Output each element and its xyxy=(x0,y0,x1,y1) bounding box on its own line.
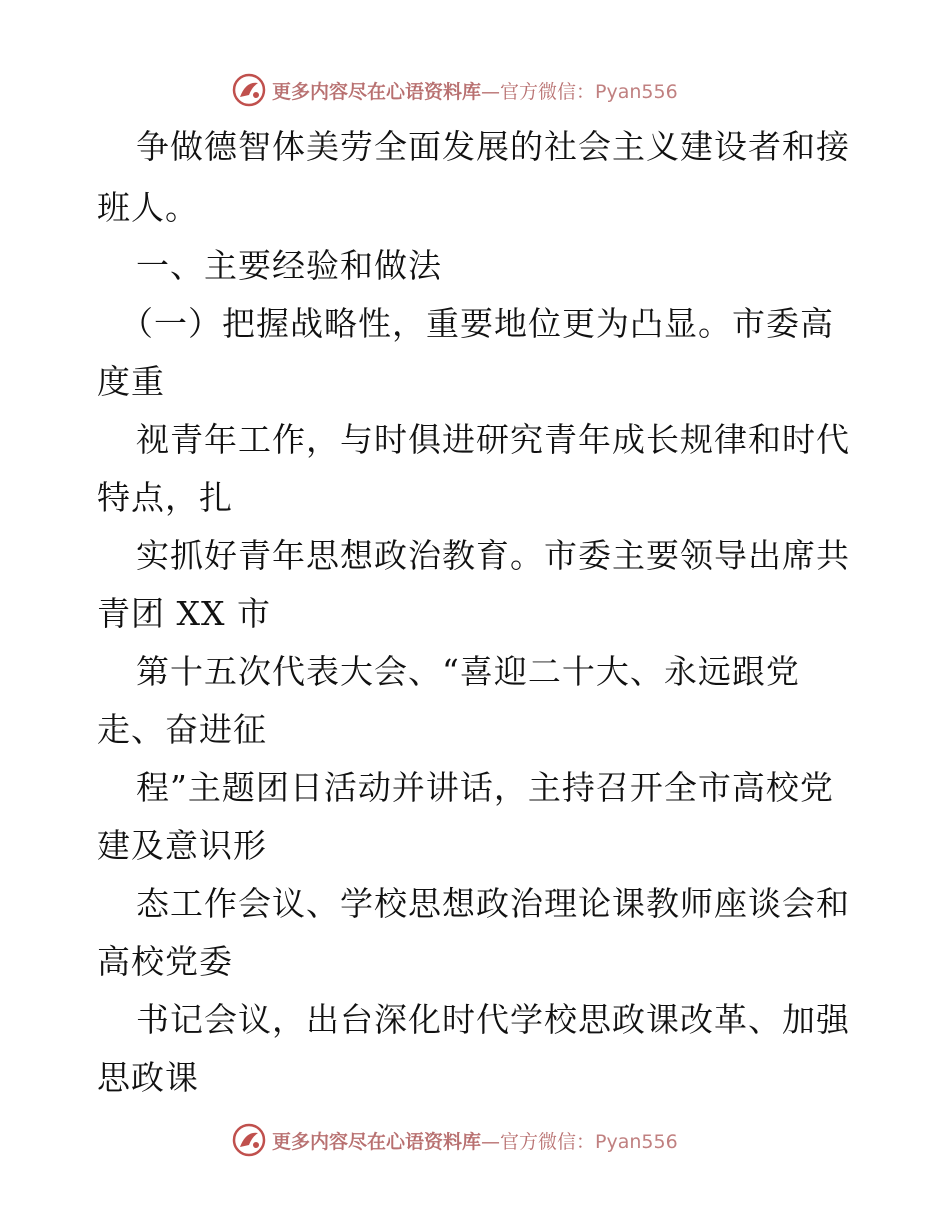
watermark-main-text: 更多内容尽在心语资料库 xyxy=(272,80,482,103)
subsection-heading: （一）把握战略性，重要地位更为凸显。市委高 xyxy=(120,304,834,343)
text-line: 度重 xyxy=(97,362,165,401)
watermark-wechat-id: Pyan556 xyxy=(595,80,678,103)
section-heading: 一、主要经验和做法 xyxy=(136,246,442,285)
watermark-main-text: 更多内容尽在心语资料库 xyxy=(272,1130,482,1153)
watermark-logo-icon xyxy=(232,1123,266,1157)
text-line: 态工作会议、学校思想政治理论课教师座谈会和 xyxy=(136,884,850,923)
text-line: 特点，扎 xyxy=(97,478,233,517)
text-line: 争做德智体美劳全面发展的社会主义建设者和接 xyxy=(136,127,850,166)
text-line: 视青年工作，与时俱进研究青年成长规律和时代 xyxy=(136,420,850,459)
text-line: 青团 XX 市 xyxy=(97,594,271,633)
text-line: 建及意识形 xyxy=(97,826,267,865)
watermark-suffix: 官方微信： xyxy=(500,1130,596,1153)
text-line: 思政课 xyxy=(97,1058,199,1097)
watermark-suffix: 官方微信： xyxy=(500,80,596,103)
text-line: 第十五次代表大会、“喜迎二十大、永远跟党 xyxy=(136,652,800,691)
watermark-text xyxy=(272,1127,678,1154)
text-line: 实抓好青年思想政治教育。市委主要领导出席共 xyxy=(136,536,850,575)
text-line: 书记会议，出台深化时代学校思政课改革、加强 xyxy=(136,1000,850,1039)
watermark-dash: — xyxy=(481,1130,501,1153)
watermark-dash: — xyxy=(481,80,501,103)
text-line: 程”主题团日活动并讲话，主持召开全市高校党 xyxy=(136,768,834,807)
text-line: 走、奋进征 xyxy=(97,710,267,749)
watermark-wechat-id: Pyan556 xyxy=(595,1130,678,1153)
footer-watermark xyxy=(232,1122,678,1158)
text-line: 高校党委 xyxy=(97,942,233,981)
text-line: 班人。 xyxy=(97,188,199,227)
